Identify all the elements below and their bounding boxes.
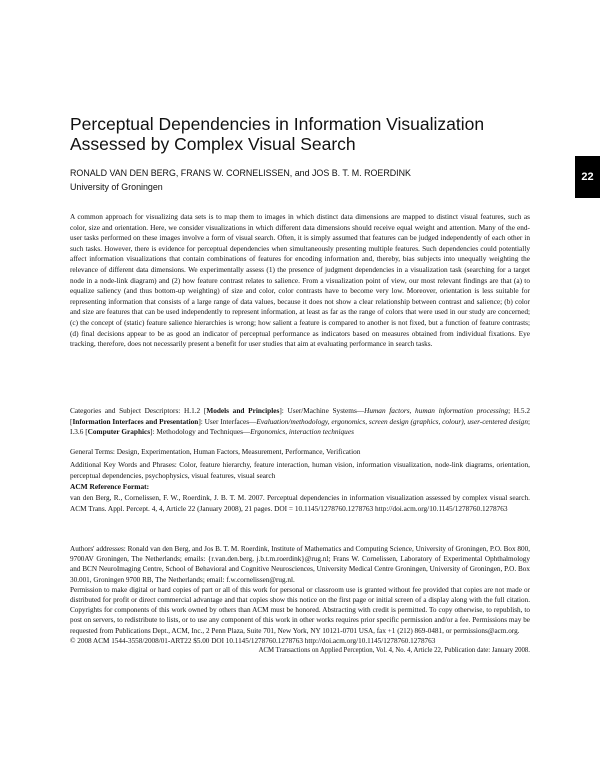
ccs-descriptors: Categories and Subject Descriptors: H.1.2 [Models and Principles]: User/Machine Systems—Human factors, human information processing; H.5.2 [Information Interfaces and Presentation]: User Interfaces—Evaluation/methodology, ergonomics, screen design (graphics, colour), user-centered design; I.3.6 [Computer Graphics]: Methodology and Techniques—Ergonomics, interaction techniques xyxy=(70,406,530,437)
journal-footer: ACM Transactions on Applied Perception, Vol. 4, No. 4, Article 22, Publication date: January 2008. xyxy=(258,647,530,654)
reference-heading: ACM Reference Format: xyxy=(70,482,150,491)
reference-format: van den Berg, R., Cornelissen, F. W., Roerdink, J. B. T. M. 2007. Perceptual dependencies in information visualization assessed by complex visual search. ACM Trans. Appl. Percept. 4, 4, Article 22 (January 2008), 21 pages. DOI = 10.1145/1278760.1278763 http://doi.acm.org/10.1145/1278760.1278763 xyxy=(70,493,530,513)
general-terms: General Terms: Design, Experimentation, Human Factors, Measurement, Performance, Verification xyxy=(70,447,361,456)
footnotes xyxy=(70,544,530,646)
abstract: A common approach for visualizing data sets is to map them to images in which distinct data dimensions are mapped to distinct visual features, such as color, size and orientation. Here, we consider visualizations in which different data dimensions should receive equal weight and attention. Many of the end-user tasks performed on these images involve a form of visual search. Often, it is simply assumed that features can be judged independently of each other in such tasks. However, there is evidence for perceptual dependencies when simultaneously presenting multiple features. Such dependencies could potentially affect information visualizations that contain combinations of features for encoding information and, thereby, bias subjects into unequally weighting the relevance of different data dimensions. We experimentally assess (1) the presence of judgment dependencies in a visualization task (searching for a target node in a node-link diagram) and (2) how feature contrast relates to salience. From a visualization point of view, our most relevant findings are that (a) to equalize saliency (and thus bottom-up weighting) of size and color, color contrasts have to become very low. Moreover, orientation is less suitable for representing information that consists of a large range of data values, because it does not show a clear relationship between contrast and salience; (b) color and size are features that can be used independently to represent information, at least as far as the range of colors that were used in our study are concerned; (c) the concept of (static) feature salience hierarchies is wrong; how salient a feature is compared to another is not fixed, but a function of feature contrasts; (d) final decisions appear to be as good an indicator of perceptual performance as indicators based on measures obtained from individual fixations. Eye tracking, therefore, does not necessarily present a benefit for user studies that aim at evaluating performance in search tasks. xyxy=(70,212,530,349)
page-number: 22 xyxy=(581,171,594,183)
author-list: RONALD VAN DEN BERG, FRANS W. CORNELISSEN, and JOS B. T. M. ROERDINK xyxy=(70,168,411,178)
affiliation: University of Groningen xyxy=(70,182,163,192)
page-number-tab xyxy=(575,156,600,198)
keywords: Additional Key Words and Phrases: Color, feature hierarchy, feature interaction, human vision, information visualization, node-link diagrams, orientation, perceptual dependencies, psychophysics, visual features, visual search xyxy=(70,460,530,480)
copyright-line: © 2008 ACM 1544-3558/2008/01-ART22 $5.00 DOI 10.1145/1278760.1278763 http://doi.acm.org/10.1145/1278760.1278763 xyxy=(70,636,436,645)
author-addresses: Authors' addresses: Ronald van den Berg, and Jos B. T. M. Roerdink, Institute of Mathematics and Computing Science, University of Groningen, P.O. Box 800, 9700AV Groningen, The Netherlands; emails: {r.van.den.berg, j.b.t.m.roerdink}@rug.nl; Frans W. Cornelissen, Laboratory of Experimental Ophthalmology and BCN NeuroImaging Centre, School of Behavioral and Cognitive Neurosciences, University Medical Centre Groningen, University of Groningen, P.O. Box 30.001, Groningen 9700 RB, The Netherlands; email: f.w.cornelissen@rug.nl. xyxy=(70,545,530,584)
paper-title: Perceptual Dependencies in Information Visualization Assessed by Complex Visual Search xyxy=(70,114,485,154)
permission-notice: Permission to make digital or hard copies of part or all of this work for personal or classroom use is granted without fee provided that copies are not made or distributed for profit or direct commercial advantage and that copies show this notice on the first page or initial screen of a display along with the full citation. Copyrights for components of this work owned by others than ACM must be honored. Abstracting with credit is permitted. To copy otherwise, to republish, to post on servers, to redistribute to lists, or to use any component of this work in other works requires prior specific permission and/or a fee. Permissions may be requested from Publications Dept., ACM, Inc., 2 Penn Plaza, Suite 701, New York, NY 10121-0701 USA, fax +1 (212) 869-0481, or permissions@acm.org. xyxy=(70,585,530,635)
